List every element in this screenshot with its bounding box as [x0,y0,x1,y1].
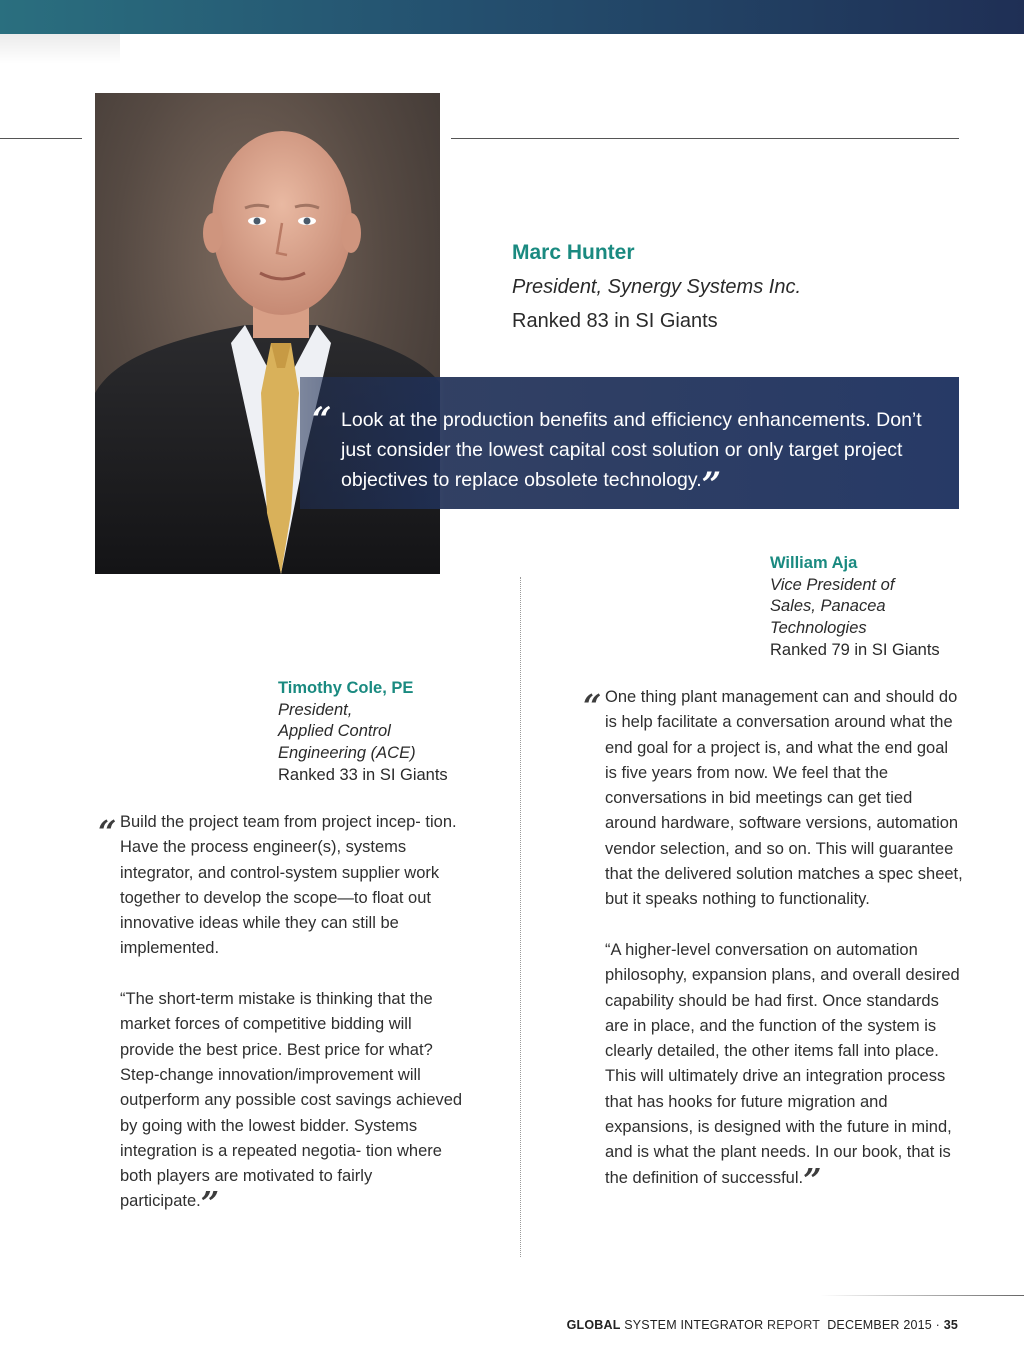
footer-report-name: SYSTEM INTEGRATOR [624,1318,764,1332]
cole-paragraph-1: Build the project team from project incep- tion. Have the process engineer(s), systems integrator, and control-system supplier work together to develop the scope—to float out innovative ideas while they can still be implemented. [120,813,457,958]
cole-name: Timothy Cole, PE [278,679,414,697]
column-divider [520,577,521,1257]
aja-close-quote-icon: ” [803,1160,822,1199]
top-color-band [0,0,1024,34]
footer-date: DECEMBER 2015 [827,1318,932,1332]
aja-paragraph-2-text: “A higher-level conversation on automation philosophy, expansion plans, and overall desired capability should be had first. Once standards are in place, and the function of the system is clearly detailed, the other items fall into place. This will ultimately drive an integration process that has hooks for future migration and expansions, is designed with the future in mind, and is what the plant needs. In our book, that is the definition of successful. [605,940,960,1187]
cole-close-quote-icon: ” [200,1184,220,1223]
cole-rank: Ranked 33 in SI Giants [278,765,448,784]
footer-brand: GLOBAL [566,1318,621,1332]
aja-paragraph-1: One thing plant management can and should do is help facilitate a conversation around what the end goal for a project is, and what the end goal is five years from now. We feel that the conversations in bid meetings can get tied around hardware, software versions, automation vendor selection, and so on. This will guarantee that the delivered solution matches a spec sheet, but it speaks nothing to functionality. [605,688,963,909]
cole-paragraph-2-text: “The short-term mistake is thinking that the market forces of competitive bidding will provide the best price. Best price for what? Step-change innovation/improvement will outperform any possible cost savings achieved by going with the lowest bidder. Systems integration is a repeated negotia- tion where both players are motivated to fairly participate. [120,990,463,1211]
hunter-credentials [512,236,952,338]
aja-title-line: Vice President of [770,575,895,594]
cole-title-line: President, [278,700,353,719]
page-number: 35 [943,1318,958,1332]
banner-pull-quote [341,405,941,505]
left-rule [0,138,82,139]
banner-quote-text: Look at the production benefits and efficiency enhancements. Don’t just consider the lowest capital cost solution or only target project objectives to replace obsolete technology. [341,409,922,491]
cole-paragraph-2 [120,987,468,1223]
hunter-title: President, Synergy Systems Inc. [512,276,802,298]
cole-quote [120,810,468,1223]
right-rule [451,138,959,139]
hunter-name: Marc Hunter [512,241,635,264]
cole-title-line: Engineering (ACE) [278,744,416,763]
hunter-rank: Ranked 83 in SI Giants [512,310,718,332]
footer-rule [820,1295,1024,1296]
aja-rank: Ranked 79 in SI Giants [770,640,940,659]
cole-title-line: Applied Control [278,722,391,741]
cole-credentials [278,678,498,787]
banner-close-quote-icon: ” [701,465,722,505]
footer-separator: · [935,1318,940,1332]
aja-credentials [770,553,970,662]
aja-title-line: Sales, Panacea [770,597,886,616]
page-footer [567,1318,958,1332]
aja-name: William Aja [770,554,858,572]
top-band-shadow [0,34,120,64]
aja-paragraph-2 [605,938,963,1199]
aja-quote [605,685,963,1199]
footer-report-word: REPORT [767,1318,820,1332]
aja-title-line: Technologies [770,619,867,638]
